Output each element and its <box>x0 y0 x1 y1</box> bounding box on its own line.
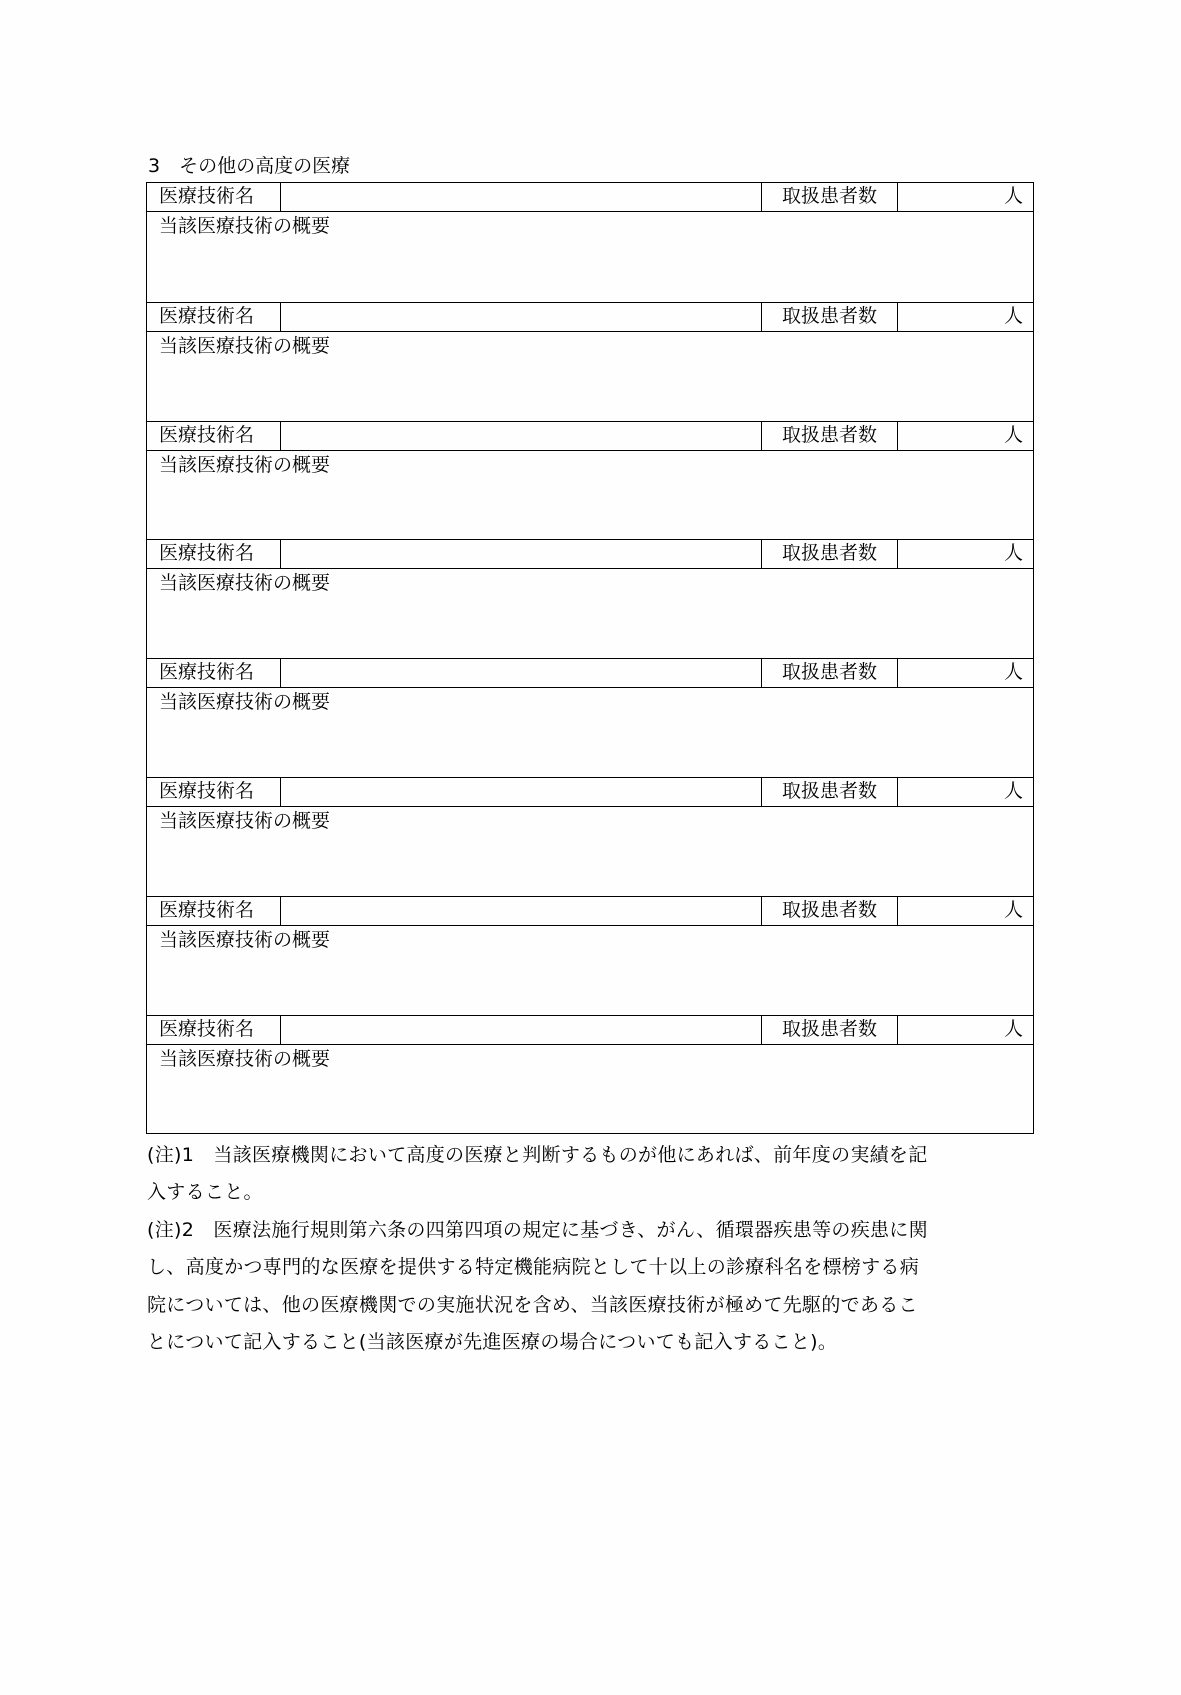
technique-name-label: 医療技術名 <box>147 540 281 568</box>
technique-header-row <box>147 659 1033 688</box>
technique-summary-label: 当該医療技術の概要 <box>159 572 331 595</box>
technique-summary-field[interactable] <box>147 212 1033 240</box>
patient-count-label: 取扱患者数 <box>762 1016 898 1044</box>
technique-summary-label: 当該医療技術の概要 <box>159 334 331 357</box>
technique-entry <box>147 421 1033 540</box>
patient-count-label: 取扱患者数 <box>762 183 898 211</box>
technique-name-label: 医療技術名 <box>147 183 281 211</box>
technique-name-field[interactable] <box>281 422 762 450</box>
technique-entry <box>147 539 1033 658</box>
note-line: とについて記入すること(当該医療が先進医療の場合についても記入すること)。 <box>147 1331 838 1354</box>
advanced-medical-care-table <box>146 182 1034 1134</box>
technique-header-row <box>147 303 1033 332</box>
patient-count-field[interactable] <box>898 303 1033 331</box>
technique-name-field[interactable] <box>281 1016 762 1044</box>
technique-entry <box>147 302 1033 421</box>
patient-count-field[interactable] <box>898 540 1033 568</box>
patient-count-field[interactable] <box>898 659 1033 687</box>
patient-count-field[interactable] <box>898 897 1033 925</box>
technique-header-row <box>147 183 1033 212</box>
note-2 <box>147 1212 1037 1362</box>
technique-entry <box>147 1015 1033 1134</box>
technique-header-row <box>147 422 1033 451</box>
patient-count-label: 取扱患者数 <box>762 540 898 568</box>
technique-summary-label: 当該医療技術の概要 <box>159 215 331 237</box>
technique-name-field[interactable] <box>281 183 762 211</box>
note-line: し、高度かつ専門的な医療を提供する特定機能病院として十以上の診療科名を標榜する病 <box>147 1256 920 1279</box>
patient-count-label: 取扱患者数 <box>762 659 898 687</box>
technique-header-row <box>147 1016 1033 1045</box>
technique-name-field[interactable] <box>281 778 762 806</box>
notes-section <box>147 1137 1037 1361</box>
patient-count-label: 取扱患者数 <box>762 422 898 450</box>
patient-count-unit: 人 <box>1003 661 1023 684</box>
technique-header-row <box>147 540 1033 569</box>
note-1 <box>147 1137 1037 1212</box>
patient-count-unit: 人 <box>1003 542 1023 565</box>
patient-count-unit: 人 <box>1003 423 1023 446</box>
technique-summary-label: 当該医療技術の概要 <box>159 691 331 714</box>
patient-count-label: 取扱患者数 <box>762 303 898 331</box>
patient-count-unit: 人 <box>1003 1017 1023 1040</box>
patient-count-field[interactable] <box>898 183 1033 211</box>
technique-header-row <box>147 778 1033 807</box>
technique-entry <box>147 777 1033 896</box>
technique-entry <box>147 658 1033 777</box>
technique-name-field[interactable] <box>281 540 762 568</box>
technique-name-field[interactable] <box>281 659 762 687</box>
technique-entry <box>147 896 1033 1015</box>
technique-name-field[interactable] <box>281 303 762 331</box>
technique-summary-field[interactable] <box>147 451 1033 479</box>
patient-count-label: 取扱患者数 <box>762 897 898 925</box>
technique-name-label: 医療技術名 <box>147 778 281 806</box>
technique-summary-field[interactable] <box>147 569 1033 597</box>
technique-summary-field[interactable] <box>147 332 1033 360</box>
patient-count-unit: 人 <box>1003 304 1023 327</box>
technique-summary-field[interactable] <box>147 1045 1033 1073</box>
technique-summary-label: 当該医療技術の概要 <box>159 928 331 951</box>
technique-name-field[interactable] <box>281 897 762 925</box>
technique-name-label: 医療技術名 <box>147 1016 281 1044</box>
technique-name-label: 医療技術名 <box>147 303 281 331</box>
patient-count-field[interactable] <box>898 1016 1033 1044</box>
patient-count-unit: 人 <box>1003 898 1023 921</box>
section-title: 3 その他の高度の医療 <box>148 155 351 177</box>
patient-count-field[interactable] <box>898 422 1033 450</box>
technique-summary-label: 当該医療技術の概要 <box>159 453 331 476</box>
technique-summary-label: 当該医療技術の概要 <box>159 1047 331 1070</box>
patient-count-field[interactable] <box>898 778 1033 806</box>
technique-summary-field[interactable] <box>147 807 1033 835</box>
technique-name-label: 医療技術名 <box>147 422 281 450</box>
note-line: 入すること。 <box>147 1181 263 1204</box>
technique-name-label: 医療技術名 <box>147 897 281 925</box>
technique-header-row <box>147 897 1033 926</box>
technique-name-label: 医療技術名 <box>147 659 281 687</box>
patient-count-unit: 人 <box>1003 779 1023 802</box>
technique-summary-label: 当該医療技術の概要 <box>159 809 331 832</box>
technique-summary-field[interactable] <box>147 688 1033 716</box>
patient-count-label: 取扱患者数 <box>762 778 898 806</box>
patient-count-unit: 人 <box>1003 185 1023 207</box>
technique-entry <box>147 183 1033 302</box>
technique-summary-field[interactable] <box>147 926 1033 954</box>
note-line: 院については、他の医療機関での実施状況を含め、当該医療技術が極めて先駆的であるこ <box>147 1293 918 1316</box>
note-line: (注)2 医療法施行規則第六条の四第四項の規定に基づき、がん、循環器疾患等の疾患に関 <box>147 1218 928 1241</box>
note-line: (注)1 当該医療機関において高度の医療と判断するものが他にあれば、前年度の実績を記 <box>147 1144 928 1166</box>
